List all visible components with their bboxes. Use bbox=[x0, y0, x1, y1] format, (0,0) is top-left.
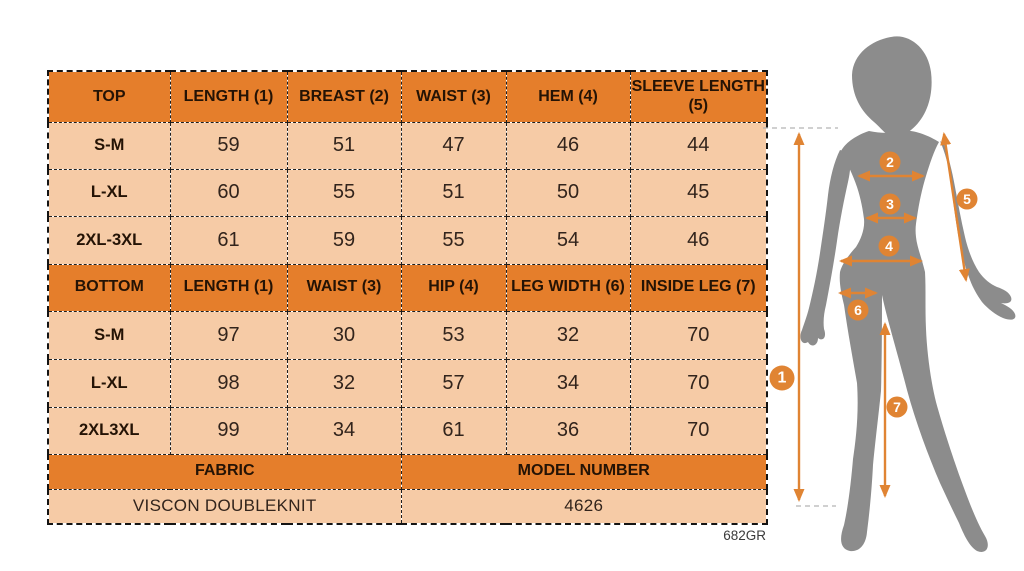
silhouette-right-arm bbox=[940, 141, 1015, 320]
table-row bbox=[48, 407, 767, 454]
fabric-value-row bbox=[48, 489, 767, 524]
fabric-header-cell: FABRIC bbox=[48, 454, 401, 489]
top-header-row bbox=[48, 71, 767, 122]
measure-badge-5 bbox=[957, 189, 978, 210]
measurement-value: 70 bbox=[630, 407, 767, 454]
length-header-cell: LENGTH (1) bbox=[170, 71, 287, 122]
svg-text:3: 3 bbox=[886, 196, 894, 212]
table-row bbox=[48, 311, 767, 359]
measure-badge-1 bbox=[770, 366, 795, 391]
silhouette-head bbox=[852, 36, 932, 137]
measure-badge-7 bbox=[887, 397, 908, 418]
measurement-value: 60 bbox=[170, 169, 287, 216]
female-silhouette bbox=[800, 36, 1015, 552]
table-row bbox=[48, 216, 767, 264]
inside-leg-header-cell: INSIDE LEG (7) bbox=[630, 264, 767, 311]
measurement-value: 59 bbox=[170, 122, 287, 169]
svg-text:7: 7 bbox=[893, 399, 901, 415]
measurement-value: 51 bbox=[287, 122, 401, 169]
measurement-value: 53 bbox=[401, 311, 506, 359]
hip-header-cell: HIP (4) bbox=[401, 264, 506, 311]
table-row bbox=[48, 122, 767, 169]
measurement-value: 32 bbox=[506, 311, 630, 359]
svg-text:2: 2 bbox=[886, 154, 894, 170]
measurement-value: 30 bbox=[287, 311, 401, 359]
measurement-value: 50 bbox=[506, 169, 630, 216]
top-header-cell: TOP bbox=[48, 71, 170, 122]
measurement-value: 55 bbox=[401, 216, 506, 264]
measurement-value: 36 bbox=[506, 407, 630, 454]
fabric-header-row bbox=[48, 454, 767, 489]
measure-badge-2 bbox=[880, 152, 901, 173]
hem-header-cell: HEM (4) bbox=[506, 71, 630, 122]
fabric-value: VISCON DOUBLEKNIT bbox=[48, 489, 401, 524]
length-header-cell: LENGTH (1) bbox=[170, 264, 287, 311]
measurement-value: 51 bbox=[401, 169, 506, 216]
measurement-value: 99 bbox=[170, 407, 287, 454]
measurement-value: 98 bbox=[170, 359, 287, 407]
waist-header-cell: WAIST (3) bbox=[401, 71, 506, 122]
size-label: L-XL bbox=[48, 359, 170, 407]
measurement-value: 97 bbox=[170, 311, 287, 359]
measurement-value: 46 bbox=[630, 216, 767, 264]
measurement-value: 57 bbox=[401, 359, 506, 407]
sleeve-length-header-cell: SLEEVE LENGTH (5) bbox=[630, 71, 767, 122]
size-chart-table bbox=[47, 70, 768, 525]
measurement-figure bbox=[760, 15, 1024, 571]
size-label: S-M bbox=[48, 122, 170, 169]
bottom-header-cell: BOTTOM bbox=[48, 264, 170, 311]
measurement-value: 32 bbox=[287, 359, 401, 407]
svg-text:5: 5 bbox=[963, 191, 971, 207]
table-row bbox=[48, 169, 767, 216]
svg-text:1: 1 bbox=[777, 369, 787, 387]
size-label: 2XL-3XL bbox=[48, 216, 170, 264]
bottom-header-row bbox=[48, 264, 767, 311]
model-number-header-cell: MODEL NUMBER bbox=[401, 454, 767, 489]
measurement-value: 70 bbox=[630, 359, 767, 407]
measurement-value: 59 bbox=[287, 216, 401, 264]
measurement-value: 47 bbox=[401, 122, 506, 169]
measure-badge-6 bbox=[848, 300, 869, 321]
measurement-value: 34 bbox=[506, 359, 630, 407]
breast-header-cell: BREAST (2) bbox=[287, 71, 401, 122]
measurement-value: 44 bbox=[630, 122, 767, 169]
leg-width-header-cell: LEG WIDTH (6) bbox=[506, 264, 630, 311]
silhouette-left-arm bbox=[800, 150, 850, 345]
svg-text:4: 4 bbox=[885, 238, 893, 254]
measurement-value: 61 bbox=[401, 407, 506, 454]
measure-badge-4 bbox=[879, 236, 900, 257]
measurement-value: 55 bbox=[287, 169, 401, 216]
measurement-value: 70 bbox=[630, 311, 767, 359]
size-label: L-XL bbox=[48, 169, 170, 216]
waist-header-cell: WAIST (3) bbox=[287, 264, 401, 311]
measurement-value: 46 bbox=[506, 122, 630, 169]
svg-text:6: 6 bbox=[854, 302, 862, 318]
measurement-value: 54 bbox=[506, 216, 630, 264]
product-code: 682GR bbox=[723, 528, 766, 543]
measure-badge-3 bbox=[880, 194, 901, 215]
size-label: 2XL3XL bbox=[48, 407, 170, 454]
model-number-value: 4626 bbox=[401, 489, 767, 524]
measurement-value: 34 bbox=[287, 407, 401, 454]
table-row bbox=[48, 359, 767, 407]
size-label: S-M bbox=[48, 311, 170, 359]
measurement-value: 45 bbox=[630, 169, 767, 216]
measurement-value: 61 bbox=[170, 216, 287, 264]
